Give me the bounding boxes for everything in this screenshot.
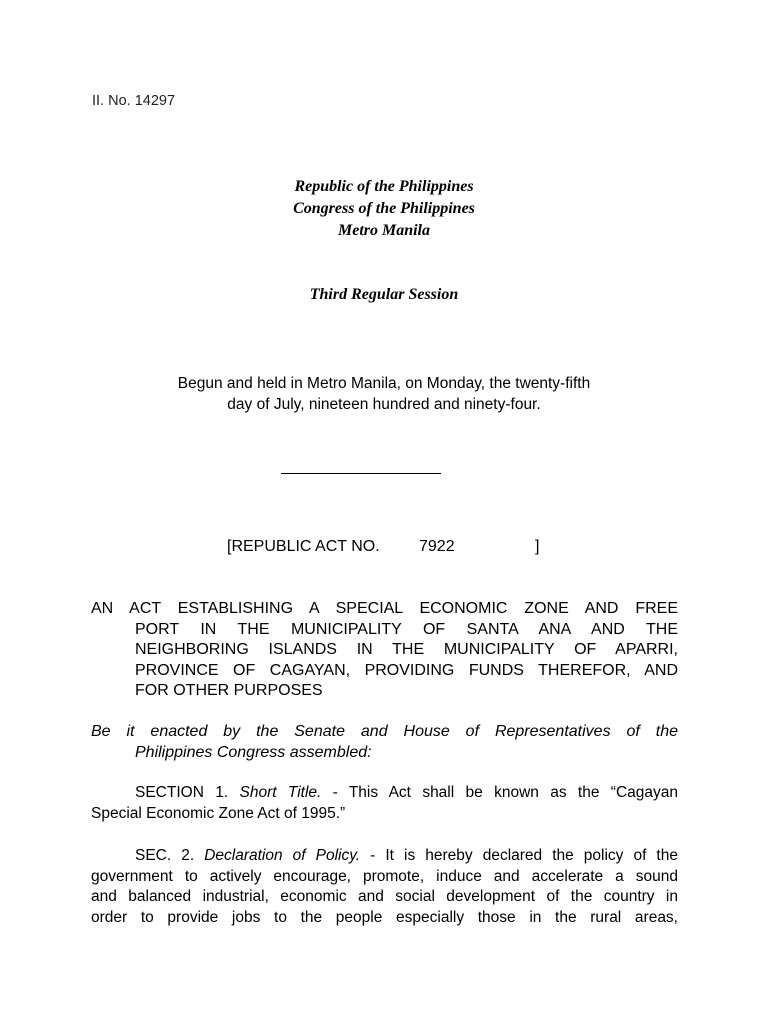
- republic-act-label: [REPUBLIC ACT NO.: [227, 538, 380, 555]
- section-1-text: - This Act shall be known as the “Cagayan: [321, 784, 678, 801]
- act-title-line-3: NEIGHBORING ISLANDS IN THE MUNICIPALITY OF APARRI,: [135, 641, 678, 658]
- enacting-clause: [91, 721, 678, 763]
- section-2-line-2: government to actively encourage, promote, induce and accelerate a sound: [91, 867, 678, 885]
- separator-line: [281, 473, 441, 474]
- section-2-heading: Declaration of Policy.: [204, 847, 361, 864]
- enacting-clause-line-1: Be it enacted by the Senate and House of Representatives of the: [91, 723, 678, 740]
- section-2: [91, 846, 678, 928]
- section-1-line-1: [91, 783, 678, 804]
- session-statement-line-1: Begun and held in Metro Manila, on Monday, the twenty-fifth: [177, 375, 591, 392]
- header-congress: Congress of the Philippines: [293, 200, 475, 217]
- section-2-line-1: [91, 846, 678, 867]
- enacting-clause-line-2: Philippines Congress assembled:: [135, 744, 372, 761]
- section-1: [91, 783, 678, 824]
- header-location: Metro Manila: [337, 222, 430, 239]
- bill-number: II. No. 14297: [92, 93, 176, 109]
- act-title-line-4: PROVINCE OF CAGAYAN, PROVIDING FUNDS THEREFOR, AND: [135, 661, 678, 679]
- section-2-line-4: order to provide jobs to the people especially those in the rural areas,: [91, 908, 678, 926]
- republic-act-number: 7922: [419, 538, 455, 555]
- document-header: [0, 176, 768, 242]
- act-title-line-2: PORT IN THE MUNICIPALITY OF SANTA ANA AND THE: [135, 620, 678, 638]
- republic-act-bracket: ]: [535, 538, 540, 555]
- section-2-line-3: and balanced industrial, economic and social development of the country in: [91, 888, 678, 905]
- act-title-line-1: AN ACT ESTABLISHING A SPECIAL ECONOMIC ZONE AND FREE: [91, 600, 678, 617]
- session-statement-line-2: day of July, nineteen hundred and ninety-four.: [227, 396, 541, 413]
- act-title: [91, 599, 678, 702]
- session-title: Third Regular Session: [309, 286, 459, 303]
- section-2-prefix: SEC. 2.: [135, 847, 195, 864]
- act-title-line-5: FOR OTHER PURPOSES: [135, 682, 323, 699]
- section-1-prefix: SECTION 1.: [135, 784, 229, 801]
- session-statement: [0, 373, 768, 415]
- section-1-line-2: Special Economic Zone Act of 1995.”: [91, 804, 346, 822]
- section-2-text: - It is hereby declared the policy of the: [360, 847, 678, 864]
- section-1-heading: Short Title.: [239, 784, 322, 801]
- header-republic: Republic of the Philippines: [294, 178, 474, 195]
